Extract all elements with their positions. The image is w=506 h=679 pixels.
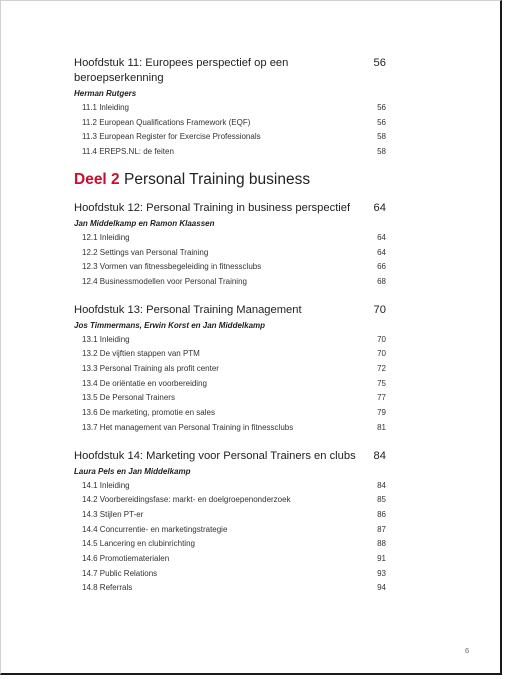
section-page-number: 93 xyxy=(377,568,386,578)
section-page-number: 88 xyxy=(377,539,386,549)
chapter-spacer xyxy=(74,290,386,303)
chapter-authors: Jan Middelkamp en Ramon Klaassen xyxy=(74,218,215,228)
section-title: 13.6 De marketing, promotie en sales xyxy=(82,408,215,418)
section-page-number: 81 xyxy=(377,422,386,432)
chapter-heading[interactable] xyxy=(74,449,386,464)
chapter-authors: Herman Rutgers xyxy=(74,89,137,98)
chapter-entry xyxy=(74,303,386,436)
chapter-entry xyxy=(74,201,386,290)
chapter-page-number: 70 xyxy=(373,303,386,316)
section-entry[interactable] xyxy=(74,260,386,275)
section-page-number: 56 xyxy=(377,117,386,127)
section-page-number: 79 xyxy=(377,408,386,418)
section-entry[interactable] xyxy=(74,130,386,145)
section-entry[interactable] xyxy=(74,275,386,290)
section-page-number: 58 xyxy=(377,132,386,142)
chapter-heading[interactable] xyxy=(74,201,386,216)
section-entry[interactable] xyxy=(74,567,386,582)
chapter-title: Hoofdstuk 14: Marketing voor Personal Trainers en clubs xyxy=(74,449,356,462)
chapter-entry xyxy=(74,56,386,160)
chapters-after-part xyxy=(74,201,386,596)
chapter-title: Hoofdstuk 12: Personal Training in business perspectief xyxy=(74,201,351,214)
section-page-number: 64 xyxy=(377,247,386,257)
chapter-authors: Laura Pels en Jan Middelkamp xyxy=(74,466,191,476)
chapter-heading[interactable] xyxy=(74,56,386,86)
section-entry[interactable] xyxy=(74,406,386,421)
part-label: Deel 2 xyxy=(74,170,120,188)
section-title: 11.4 EREPS.NL: de feiten xyxy=(82,147,174,157)
section-page-number: 84 xyxy=(377,480,386,490)
section-entry[interactable] xyxy=(74,347,386,362)
section-title: 11.3 European Register for Exercise Professionals xyxy=(82,132,261,142)
chapter-authors: Jos Timmermans, Erwin Korst en Jan Middelkamp xyxy=(74,320,266,330)
section-title: 13.4 De oriëntatie en voorbereiding xyxy=(82,378,207,388)
part-title: Personal Training business xyxy=(123,170,311,188)
section-page-number: 66 xyxy=(377,262,386,272)
section-page-number: 58 xyxy=(377,147,386,157)
section-title: 12.2 Settings van Personal Training xyxy=(82,247,209,257)
chapter-title: Hoofdstuk 13: Personal Training Management xyxy=(74,303,302,316)
chapters-before-part xyxy=(74,56,386,160)
section-page-number: 70 xyxy=(377,349,386,359)
page-number: 6 xyxy=(465,646,470,655)
section-title: 13.2 De vijftien stappen van PTM xyxy=(82,349,200,359)
section-entry[interactable] xyxy=(74,145,386,160)
section-page-number: 86 xyxy=(377,509,386,519)
section-page-number: 91 xyxy=(377,554,386,564)
part-heading xyxy=(74,170,386,190)
section-title: 14.5 Lancering en clubinrichting xyxy=(82,539,195,549)
section-title: 13.3 Personal Training als profit center xyxy=(82,364,219,374)
section-entry[interactable] xyxy=(74,523,386,538)
section-entry[interactable] xyxy=(74,537,386,552)
chapter-page-number: 56 xyxy=(373,57,386,69)
section-entry[interactable] xyxy=(74,101,386,116)
table-of-contents xyxy=(74,56,386,596)
section-entry[interactable] xyxy=(74,479,386,494)
section-title: 14.7 Public Relations xyxy=(82,568,158,578)
section-title: 12.3 Vormen van fitnessbegeleiding in fitnessclubs xyxy=(82,262,262,272)
section-page-number: 85 xyxy=(377,495,386,505)
chapter-page-number: 64 xyxy=(373,201,386,214)
section-entry[interactable] xyxy=(74,581,386,596)
section-title: 14.4 Concurrentie- en marketingstrategie xyxy=(82,524,228,534)
section-title: 11.2 European Qualifications Framework (EQF) xyxy=(82,117,251,127)
section-page-number: 70 xyxy=(377,334,386,344)
section-page-number: 87 xyxy=(377,524,386,534)
chapter-title: Hoofdstuk 11: Europees perspectief op een beroepserkenning xyxy=(74,57,289,84)
section-entry[interactable] xyxy=(74,377,386,392)
section-entry[interactable] xyxy=(74,493,386,508)
section-page-number: 94 xyxy=(377,583,386,593)
section-entry[interactable] xyxy=(74,246,386,261)
section-title: 14.2 Voorbereidingsfase: markt- en doelgroepenonderzoek xyxy=(82,495,291,505)
chapter-spacer xyxy=(74,436,386,449)
section-title: 14.1 Inleiding xyxy=(82,480,130,490)
section-entry[interactable] xyxy=(74,508,386,523)
section-entry[interactable] xyxy=(74,231,386,246)
section-page-number: 68 xyxy=(377,276,386,286)
section-title: 13.1 Inleiding xyxy=(82,334,130,344)
section-page-number: 75 xyxy=(377,378,386,388)
section-page-number: 72 xyxy=(377,364,386,374)
section-page-number: 64 xyxy=(377,232,386,242)
section-title: 13.7 Het management van Personal Training in fitnessclubs xyxy=(82,422,294,432)
section-page-number: 56 xyxy=(377,103,386,112)
section-title: 14.8 Referrals xyxy=(82,583,133,593)
section-title: 14.3 Stijlen PT-er xyxy=(82,509,144,519)
section-title: 14.6 Promotiematerialen xyxy=(82,554,170,564)
chapter-entry xyxy=(74,449,386,597)
section-title: 12.1 Inleiding xyxy=(82,232,130,242)
section-title: 12.4 Businessmodellen voor Personal Training xyxy=(82,276,247,286)
section-entry[interactable] xyxy=(74,333,386,348)
section-entry[interactable] xyxy=(74,552,386,567)
section-title: 13.5 De Personal Trainers xyxy=(82,393,175,403)
chapter-page-number: 84 xyxy=(373,449,386,462)
section-entry[interactable] xyxy=(74,391,386,406)
section-title: 11.1 Inleiding xyxy=(82,103,129,112)
section-entry[interactable] xyxy=(74,116,386,131)
section-page-number: 77 xyxy=(377,393,386,403)
section-entry[interactable] xyxy=(74,421,386,436)
section-entry[interactable] xyxy=(74,362,386,377)
chapter-heading[interactable] xyxy=(74,303,386,318)
